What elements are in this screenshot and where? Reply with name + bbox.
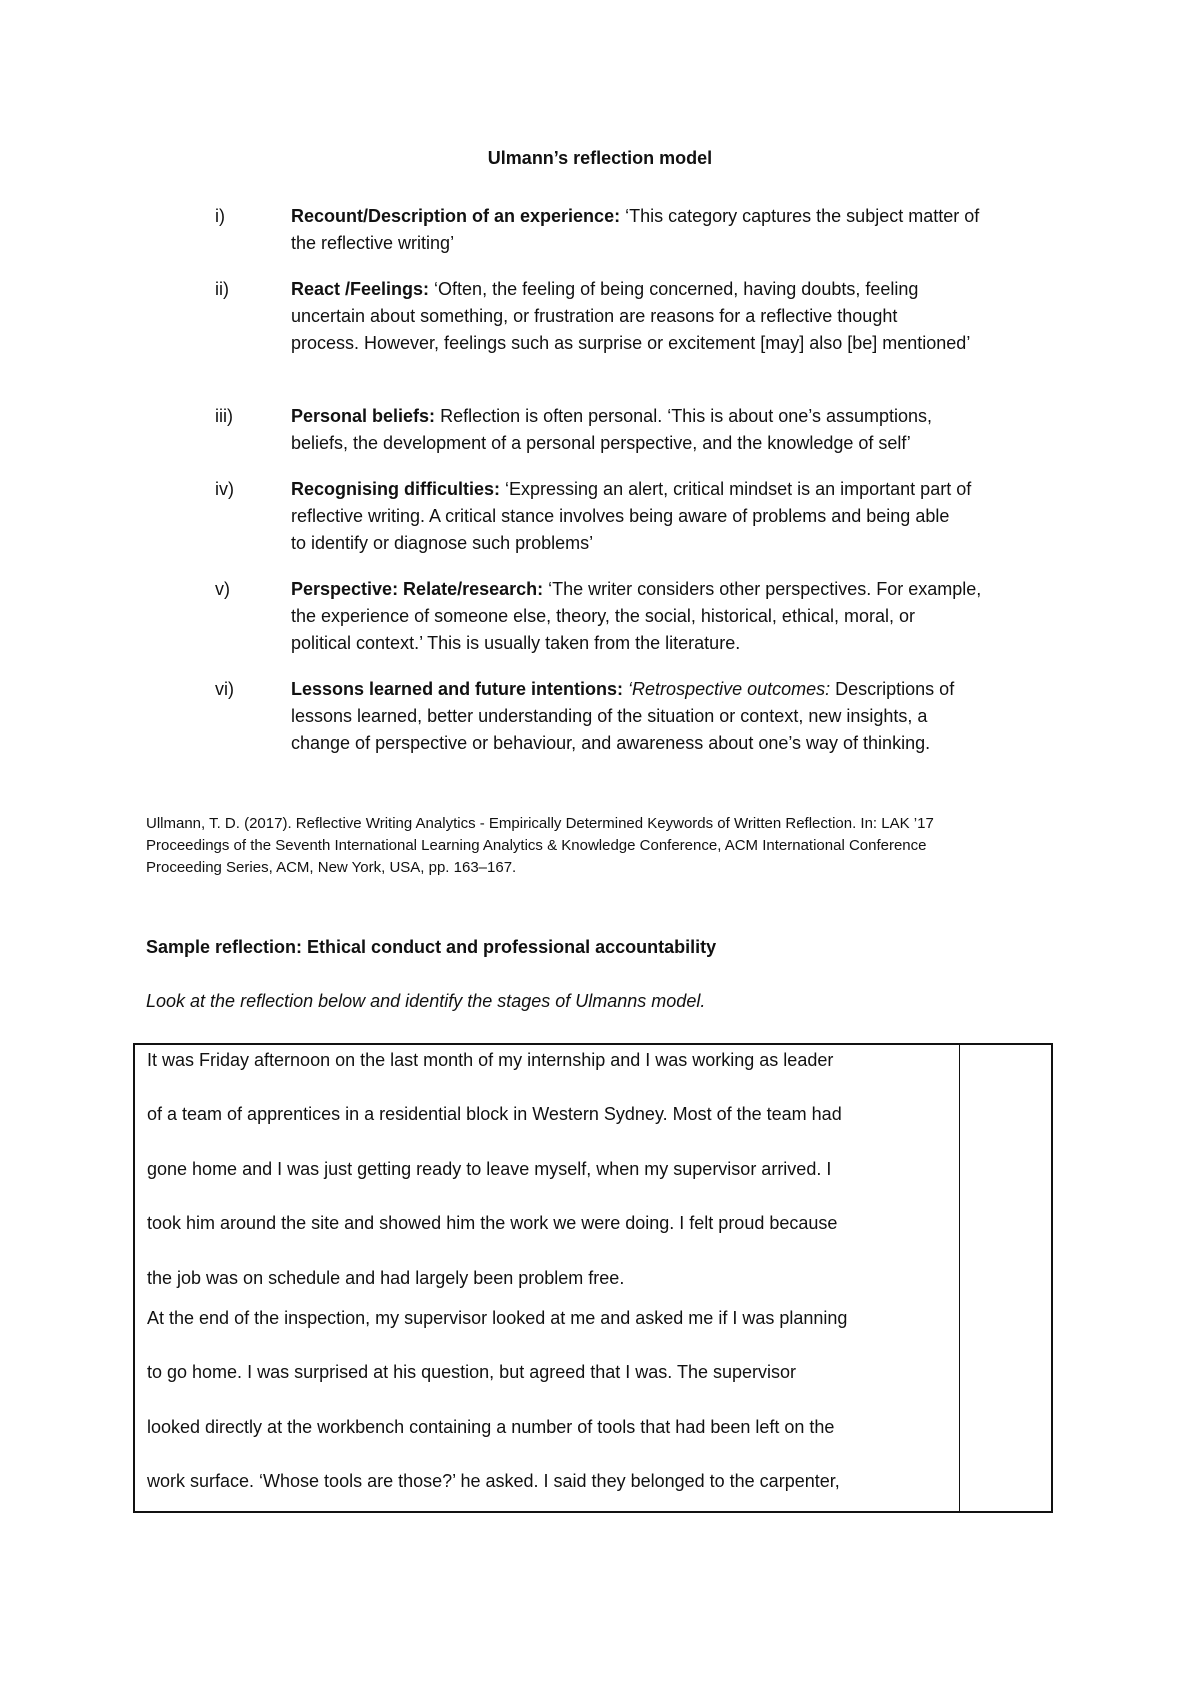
reflection-table: [133, 1043, 1053, 1513]
reflection-line: It was Friday afternoon on the last month of my internship and I was working as leader: [147, 1050, 834, 1070]
model-item-heading: Recognising difficulties:: [291, 479, 501, 499]
model-item-text: beliefs, the development of a personal perspective, and the knowledge of self’: [291, 433, 911, 453]
model-item-italic-lead: ‘Retrospective outcomes:: [623, 679, 831, 699]
sample-reflection-heading: Sample reflection: Ethical conduct and professional accountability: [146, 937, 717, 957]
model-item-text: lessons learned, better understanding of the situation or context, new insights, a: [291, 706, 928, 726]
model-item-text: Reflection is often personal. ‘This is about one’s assumptions,: [435, 406, 932, 426]
model-item-numeral: iii): [215, 406, 233, 426]
model-item-perspective: [215, 576, 1095, 657]
instruction-text: Look at the reflection below and identify the stages of Ulmanns model.: [146, 991, 706, 1011]
reflection-paragraph: [147, 1291, 949, 1509]
reflection-line: looked directly at the workbench containing a number of tools that had been left on the: [147, 1416, 835, 1437]
model-item-heading: Lessons learned and future intentions:: [291, 679, 624, 699]
model-item-text: political context.’ This is usually taken from the literature.: [291, 633, 741, 653]
reflection-line: the job was on schedule and had largely been problem free.: [147, 1267, 625, 1288]
model-item-difficulties: [215, 476, 1095, 557]
model-item-body: [291, 576, 1095, 657]
reflection-line: of a team of apprentices in a residential block in Western Sydney. Most of the team had: [147, 1104, 842, 1125]
model-item-numeral: v): [215, 579, 230, 599]
model-item-text: ‘Expressing an alert, critical mindset is an important part of: [500, 479, 972, 499]
model-item-body: [291, 403, 1095, 457]
reflection-notes-cell[interactable]: [960, 1045, 1051, 1511]
reflection-model-list: [215, 203, 1095, 757]
model-item-text: to identify or diagnose such problems’: [291, 533, 594, 553]
model-item-body: [291, 276, 1095, 357]
model-item-heading: Personal beliefs:: [291, 406, 436, 426]
model-item-text: change of perspective or behaviour, and awareness about one’s way of thinking.: [291, 733, 931, 753]
citation-line: Ullmann, T. D. (2017). Reflective Writing Analytics - Empirically Determined Keywords of Written Reflection. In: LAK ’17: [146, 815, 934, 832]
model-item-numeral: vi): [215, 679, 234, 699]
reflection-line: gone home and I was just getting ready to leave myself, when my supervisor arrived. I: [147, 1158, 832, 1179]
reflection-line: took him around the site and showed him the work we were doing. I felt proud because: [147, 1213, 838, 1234]
model-item-text: ‘Often, the feeling of being concerned, having doubts, feeling: [429, 279, 919, 299]
model-item-numeral: ii): [215, 279, 229, 299]
reflection-paragraph: [147, 1033, 949, 1305]
model-item-heading: React /Feelings:: [291, 279, 430, 299]
model-item-text: ‘This category captures the subject matter of: [620, 206, 980, 226]
reflection-line: At the end of the inspection, my supervisor looked at me and asked me if I was planning: [147, 1308, 848, 1329]
model-item-personal-beliefs: [215, 403, 1095, 457]
citation-line: Proceeding Series, ACM, New York, USA, pp. 163–167.: [146, 859, 517, 876]
model-item-text: ‘The writer considers other perspectives. For example,: [543, 579, 982, 599]
model-item-feelings: [215, 276, 1095, 357]
model-item-text: Descriptions of: [830, 679, 955, 699]
citation-line: Proceedings of the Seventh International Learning Analytics & Knowledge Conference, ACM International Conference: [146, 837, 927, 854]
model-item-heading: Recount/Description of an experience:: [291, 206, 621, 226]
model-item-text: the reflective writing’: [291, 233, 455, 253]
reflection-line: to go home. I was surprised at his question, but agreed that I was. The supervisor: [147, 1362, 797, 1383]
model-item-text: the experience of someone else, theory, the social, historical, ethical, moral, or: [291, 606, 915, 626]
model-item-numeral: iv): [215, 479, 234, 499]
reference-citation: [146, 813, 1046, 879]
model-item-text: reflective writing. A critical stance involves being aware of problems and being able: [291, 506, 950, 526]
reflection-line: work surface. ‘Whose tools are those?’ he asked. I said they belonged to the carpenter,: [147, 1471, 840, 1492]
model-item-heading: Perspective: Relate/research:: [291, 579, 544, 599]
model-item-text: process. However, feelings such as surprise or excitement [may] also [be] mentioned’: [291, 333, 971, 353]
model-item-numeral: i): [215, 206, 225, 226]
model-item-body: [291, 676, 1095, 757]
page-title: Ulmann’s reflection model: [487, 148, 713, 168]
reflection-text-cell: [135, 1045, 960, 1511]
model-item-lessons: [215, 676, 1095, 757]
model-item-recount: [215, 203, 1095, 257]
model-item-body: [291, 476, 1095, 557]
model-item-text: uncertain about something, or frustration are reasons for a reflective thought: [291, 306, 898, 326]
model-item-body: [291, 203, 1095, 257]
